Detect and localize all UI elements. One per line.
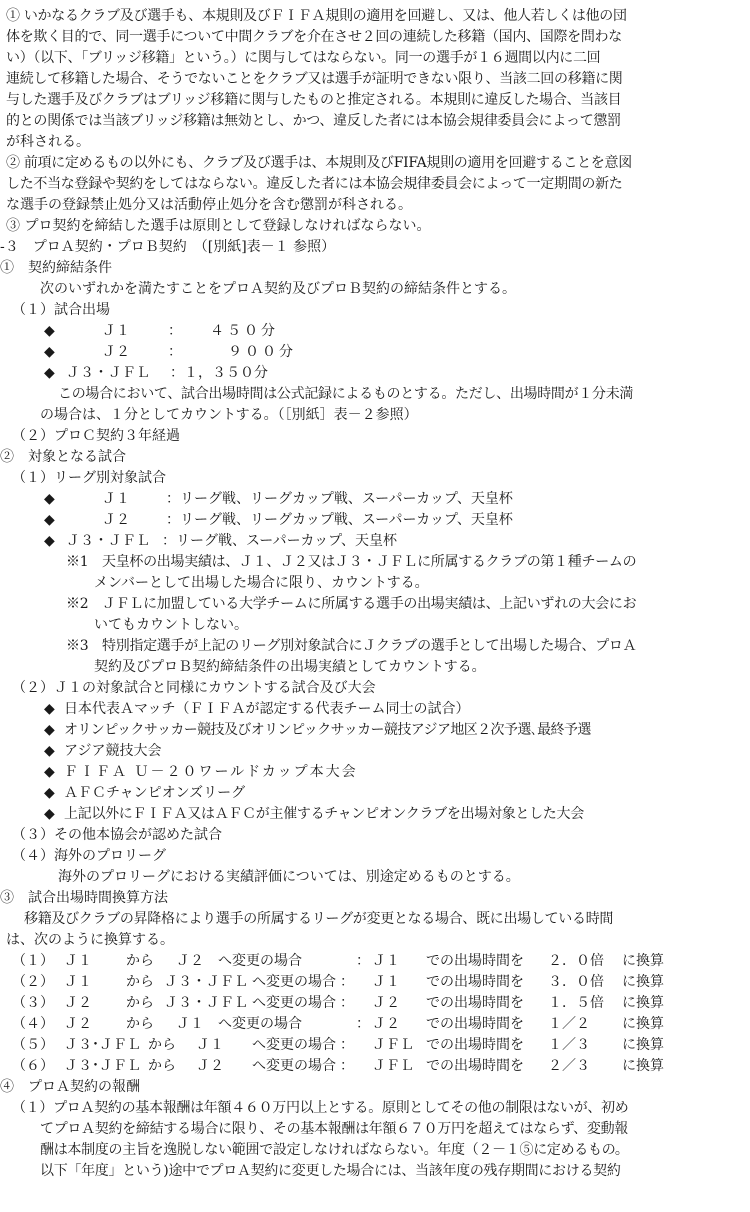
note-2-line-2: いてもカウントしない。	[94, 617, 248, 633]
subsection-1-intro: 次のいずれかを満たすことをプロＡ契約及びプロＢ契約の締結条件とする。	[40, 281, 516, 297]
bullet-icon: ◆	[44, 365, 55, 381]
conversion-colon: ：	[340, 1037, 354, 1053]
equivalent-competition: アジア競技大会	[64, 743, 162, 759]
bullet-icon: ◆	[44, 533, 55, 549]
conversion-from: Ｊ２	[64, 1016, 92, 1032]
remuneration-line-2: てプロＡ契約を締結する場合に限り、その基本報酬は年額６７０万円を超えてはならず、変動報	[40, 1121, 628, 1137]
paragraph-3: ③ プロ契約を締結した選手は原則として登録しなければならない。	[6, 218, 431, 234]
item-pro-c-3-years: （２）プロＣ契約３年経過	[12, 428, 180, 444]
conversion-factor: ２．０倍	[548, 953, 604, 969]
conversion-intro-line-2: は、次のように換算する。	[6, 932, 174, 948]
minutes-value: ４５０分	[210, 323, 278, 339]
conversion-label: での出場時間を	[426, 974, 524, 990]
minutes-separator: ：	[170, 365, 184, 381]
paragraph-1-line-3: い）（以下、「ブリッジ移籍」という。）に関与してはならない。同一の選手が１６週間以内に二回	[6, 50, 601, 66]
conversion-from-word: から	[126, 1016, 154, 1032]
paragraph-2-line-2: した不当な登録や契約をしてはならない。違反した者には本協会規律委員会によって一定期間の新た	[6, 176, 623, 192]
paragraph-1-line-5: 与した選手及びクラブはブリッジ移籍に関与したものと推定される。本規則に違反した場合、当該目	[6, 92, 622, 108]
conversion-from-word: から	[126, 995, 154, 1011]
remuneration-line-3: 酬は本制度の主旨を逸脱しない範囲で設定しなければならない。年度（２－１⑤に定めるもの。	[40, 1142, 629, 1158]
note-1-line-1: ※1 天皇杯の出場実績は、Ｊ１、Ｊ２又はＪ３・ＪＦＬに所属するクラブの第１種チームの	[66, 554, 637, 570]
conversion-to: Ｊ２	[176, 953, 204, 969]
note-1-line-2: メンバーとして出場した場合に限り、カウントする。	[94, 575, 429, 591]
conversion-change: へ変更の場合	[252, 1058, 336, 1074]
conversion-from-word: から	[148, 1037, 176, 1053]
conversion-colon: ：	[356, 1016, 370, 1032]
bullet-icon: ◆	[44, 344, 55, 360]
item-j1-equivalent: （２）Ｊ１の対象試合と同様にカウントする試合及び大会	[12, 680, 376, 696]
minutes-separator: ：	[168, 323, 182, 339]
conversion-number: （３）	[12, 995, 54, 1011]
remuneration-line-1: （１）プロＡ契約の基本報酬は年額４６０万円以上とする。原則としてその他の制限はないが、初め	[12, 1100, 629, 1116]
paragraph-1-line-6: 的との関係では当該ブリッジ移籍は無効とし、かつ、違反した者には本協会規律委員会によって懲罰	[6, 113, 621, 129]
conversion-number: （２）	[12, 974, 54, 990]
conversion-intro-line-1: 移籍及びクラブの昇降格により選手の所属するリーグが変更となる場合、既に出場している時間	[24, 911, 614, 927]
conversion-change: へ変更の場合	[252, 995, 336, 1011]
conversion-label: での出場時間を	[426, 995, 524, 1011]
conversion-to: Ｊ１	[196, 1037, 224, 1053]
conversion-base: Ｊ１	[372, 953, 400, 969]
minutes-league: Ｊ３・ＪＦＬ	[66, 365, 150, 381]
league-name: Ｊ２	[102, 512, 130, 528]
minutes-league: Ｊ２	[102, 344, 130, 360]
subsection-4-heading: ④ プロＡ契約の報酬	[0, 1079, 140, 1095]
bullet-icon: ◆	[44, 785, 55, 801]
conversion-change: へ変更の場合	[218, 1016, 302, 1032]
note-2-line-1: ※2 ＪＦＬに加盟している大学チームに所属する選手の出場実績は、上記いずれの大会にお	[66, 596, 637, 612]
paragraph-1-line-2: 体を欺く目的で、同一選手について中間クラブを介在させ２回の連続した移籍（国内、国際を問わな	[6, 29, 622, 45]
equivalent-competition: ＦＩＦＡ Ｕ－２０ワールドカップ本大会	[64, 764, 358, 780]
minutes-value: １，３５０分	[184, 365, 268, 381]
conversion-label: での出場時間を	[426, 1058, 524, 1074]
subsection-2-heading: ② 対象となる試合	[0, 449, 126, 465]
conversion-factor: １／２	[548, 1016, 590, 1032]
minutes-value: ９００分	[228, 344, 296, 360]
conversion-change: へ変更の場合	[218, 953, 302, 969]
paragraph-2-line-1: ② 前項に定めるもの以外にも、クラブ及び選手は、本規則及びFIFA規則の適用を回避することを意図	[6, 155, 632, 171]
conversion-number: （１）	[12, 953, 54, 969]
league-competitions: ：リーグ戦、リーグカップ戦、スーパーカップ、天皇杯	[166, 512, 513, 528]
paragraph-1-line-1: ① いかなるクラブ及び選手も、本規則及びＦＩＦＡ規則の適用を回避し、又は、他人若しくは他の団	[6, 8, 627, 24]
conversion-colon: ：	[340, 995, 354, 1011]
equivalent-competition: ＡＦＣチャンピオンズリーグ	[64, 785, 246, 801]
conversion-label: での出場時間を	[426, 1016, 524, 1032]
conversion-from-word: から	[148, 1058, 176, 1074]
league-name: Ｊ３・ＪＦＬ	[66, 533, 150, 549]
conversion-number: （６）	[12, 1058, 54, 1074]
conversion-base: ＪＦＬ	[372, 1037, 414, 1053]
section-heading: -３ プロＡ契約・プロＢ契約 （[別紙]表－１ 参照）	[0, 239, 336, 255]
bullet-icon: ◆	[44, 323, 55, 339]
note-3-line-2: 契約及びプロＢ契約締結条件の出場実績としてカウントする。	[94, 659, 486, 675]
conversion-to: Ｊ３・ＪＦＬ	[164, 974, 248, 990]
note-3-line-1: ※3 特別指定選手が上記のリーグ別対象試合にＪクラブの選手として出場した場合、プロＡ	[66, 638, 637, 654]
remuneration-line-4: 以下「年度」という)途中でプロＡ契約に変更した場合には、当該年度の残存期間における契約	[40, 1163, 621, 1179]
conversion-from: Ｊ３･ＪＦＬ	[64, 1037, 141, 1053]
item-league-matches: （１）リーグ別対象試合	[12, 470, 166, 486]
conversion-colon: ：	[340, 1058, 354, 1074]
subsection-3-heading: ③ 試合出場時間換算方法	[0, 890, 168, 906]
conversion-base: Ｊ２	[372, 995, 400, 1011]
conversion-from-word: から	[126, 974, 154, 990]
conversion-label: での出場時間を	[426, 953, 524, 969]
conversion-label: での出場時間を	[426, 1037, 524, 1053]
paragraph-1-line-7: が科される。	[6, 134, 90, 150]
conversion-tail: に換算	[622, 1016, 664, 1032]
bullet-icon: ◆	[44, 491, 55, 507]
minutes-league: Ｊ１	[102, 323, 130, 339]
conversion-base: ＪＦＬ	[372, 1058, 414, 1074]
conversion-tail: に換算	[622, 974, 664, 990]
conversion-tail: に換算	[622, 1058, 664, 1074]
bullet-icon: ◆	[44, 743, 55, 759]
bullet-icon: ◆	[44, 512, 55, 528]
conversion-change: へ変更の場合	[252, 1037, 336, 1053]
item-overseas-league: （４）海外のプロリーグ	[12, 848, 166, 864]
appearance-note-line-2: の場合は、１分としてカウントする。（［別紙］表－２参照）	[40, 407, 418, 423]
bullet-icon: ◆	[44, 806, 55, 822]
league-competitions: ：リーグ戦、スーパーカップ、天皇杯	[162, 533, 398, 549]
conversion-factor: ３．０倍	[548, 974, 604, 990]
conversion-number: （４）	[12, 1016, 54, 1032]
conversion-from-word: から	[126, 953, 154, 969]
minutes-separator: ：	[168, 344, 182, 360]
bullet-icon: ◆	[44, 701, 55, 717]
conversion-colon: ：	[340, 974, 354, 990]
conversion-from: Ｊ１	[64, 953, 92, 969]
subsection-1-heading: ① 契約締結条件	[0, 260, 112, 276]
equivalent-competition: オリンピックサッカー競技及びオリンピックサッカー競技アジア地区２次予選､最終予選	[64, 722, 591, 738]
paragraph-1-line-4: 連続して移籍した場合、そうでないことをクラブ又は選手が証明できない限り、当該二回の移籍に関	[6, 71, 623, 87]
conversion-to: Ｊ３・ＪＦＬ	[164, 995, 248, 1011]
conversion-to: Ｊ１	[176, 1016, 204, 1032]
item-other-approved: （３）その他本協会が認めた試合	[12, 827, 222, 843]
overseas-league-text: 海外のプロリーグにおける実績評価については、別途定めるものとする。	[58, 869, 520, 885]
appearance-note-line-1: この場合において、試合出場時間は公式記録によるものとする。ただし、出場時間が１分未満	[58, 386, 634, 402]
conversion-from: Ｊ１	[64, 974, 92, 990]
conversion-tail: に換算	[622, 953, 664, 969]
conversion-change: へ変更の場合	[252, 974, 336, 990]
conversion-tail: に換算	[622, 1037, 664, 1053]
conversion-base: Ｊ２	[372, 1016, 400, 1032]
conversion-factor: １．５倍	[548, 995, 604, 1011]
conversion-number: （５）	[12, 1037, 54, 1053]
league-name: Ｊ１	[102, 491, 130, 507]
bullet-icon: ◆	[44, 722, 55, 738]
conversion-factor: ２／３	[548, 1058, 590, 1074]
paragraph-2-line-3: な選手の登録禁止処分又は活動停止処分を含む懲罰が科される。	[6, 197, 412, 213]
conversion-base: Ｊ１	[372, 974, 400, 990]
conversion-factor: １／３	[548, 1037, 590, 1053]
equivalent-competition: 上記以外にＦＩＦＡ又はＡＦＣが主催するチャンピオンクラブを出場対象とした大会	[64, 806, 584, 822]
league-competitions: ：リーグ戦、リーグカップ戦、スーパーカップ、天皇杯	[166, 491, 513, 507]
conversion-tail: に換算	[622, 995, 664, 1011]
bullet-icon: ◆	[44, 764, 55, 780]
item-match-appearance: （１）試合出場	[12, 302, 110, 318]
equivalent-competition: 日本代表Ａマッチ（ＦＩＦＡが認定する代表チーム同士の試合）	[64, 701, 470, 717]
conversion-colon: ：	[356, 953, 370, 969]
conversion-to: Ｊ２	[196, 1058, 224, 1074]
conversion-from: Ｊ２	[64, 995, 92, 1011]
conversion-from: Ｊ３･ＪＦＬ	[64, 1058, 141, 1074]
